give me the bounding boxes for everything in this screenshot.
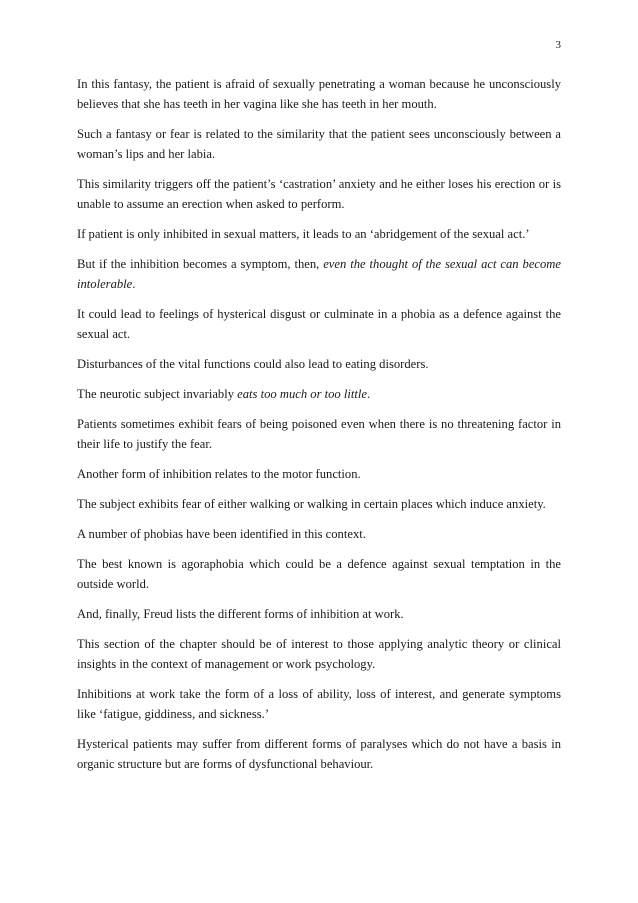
paragraph-text: . xyxy=(366,387,371,401)
paragraph: Patients sometimes exhibit fears of being poisoned even when there is no threatening factor in their life to justify the fear. xyxy=(77,417,561,451)
paragraph: It could lead to feelings of hysterical disgust or culminate in a phobia as a defence against the sexual act. xyxy=(77,307,561,341)
paragraph: If patient is only inhibited in sexual matters, it leads to an ‘abridgement of the sexual act.’ xyxy=(77,227,530,241)
paragraph xyxy=(77,254,561,294)
paragraph: This similarity triggers off the patient’s ‘castration’ anxiety and he either loses his erection or is unable to assume an erection when asked to perform. xyxy=(77,177,561,211)
paragraph xyxy=(77,384,561,404)
paragraph: A number of phobias have been identified in this context. xyxy=(77,527,366,541)
paragraph: Such a fantasy or fear is related to the similarity that the patient sees unconsciously between a woman’s lips and her labia. xyxy=(77,127,561,161)
paragraph: Another form of inhibition relates to the motor function. xyxy=(77,467,361,481)
body-text xyxy=(77,74,561,784)
paragraph: The subject exhibits fear of either walking or walking in certain places which induce anxiety. xyxy=(77,497,546,511)
paragraph-text: . xyxy=(132,277,136,291)
paragraph: Disturbances of the vital functions could also lead to eating disorders. xyxy=(77,357,429,371)
paragraph: Inhibitions at work take the form of a loss of ability, loss of interest, and generate symptoms like ‘fatigue, giddiness, and sickness.’ xyxy=(77,687,561,721)
italic-emphasis: eats too much or too little xyxy=(237,387,367,401)
page-number: 3 xyxy=(555,39,561,51)
paragraph: In this fantasy, the patient is afraid of sexually penetrating a woman because he unconsciously believes that she has teeth in her vagina like she has teeth in her mouth. xyxy=(77,77,561,111)
italic-emphasis: even the thought of the sexual act can become intolerable xyxy=(77,257,561,291)
paragraph: And, finally, Freud lists the different forms of inhibition at work. xyxy=(77,607,404,621)
paragraph: This section of the chapter should be of interest to those applying analytic theory or clinical insights in the context of management or work psychology. xyxy=(77,637,561,671)
paragraph-text: The neurotic subject invariably xyxy=(77,387,238,401)
paragraph: The best known is agoraphobia which could be a defence against sexual temptation in the outside world. xyxy=(77,557,561,591)
paragraph: Hysterical patients may suffer from different forms of paralyses which do not have a basis in organic structure but are forms of dysfunctional behaviour. xyxy=(77,737,561,771)
paragraph-text: But if the inhibition becomes a symptom, then, xyxy=(77,257,324,271)
